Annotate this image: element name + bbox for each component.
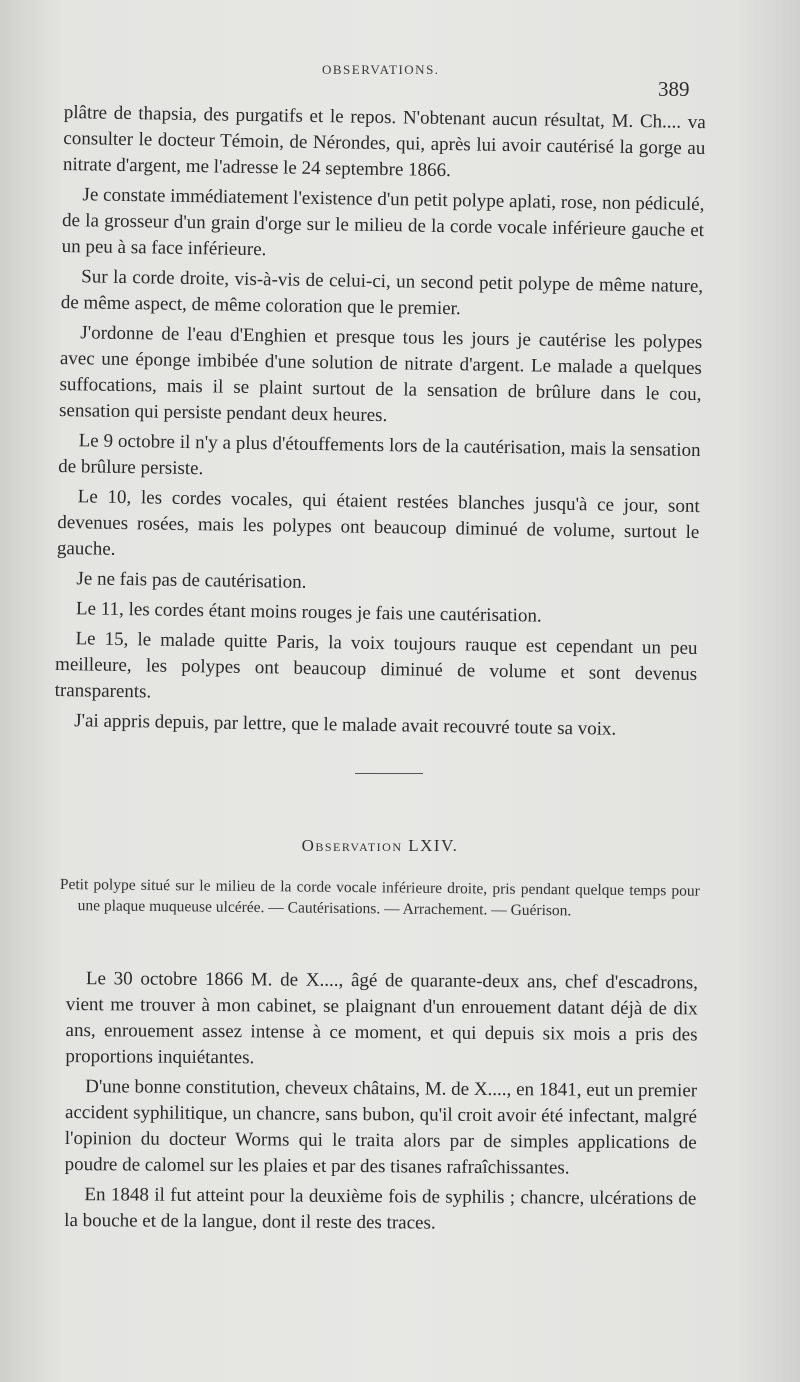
running-header: OBSERVATIONS. xyxy=(322,62,440,77)
paragraph: J'ordonne de l'eau d'Enghien et presque tous les jours je cautérise les polypes avec une éponge imbibée d'une solution de nitrate d'argent. Le malade a quelques suffocations, mais il se plaint surtout de la sensation de brûlure dans le cou, sensation qui persiste pendant deux heures. xyxy=(58,322,703,427)
paragraph: plâtre de thapsia, des purgatifs et le repos. N'obtenant aucun résultat, M. Ch.... va consulter le docteur Témoin, de Nérondes, qui, après lui avoir cautérisé la gorge au nitrate d'argent, me l'adresse le 24 septembre 1866. xyxy=(62,101,706,182)
body-text-bottom xyxy=(64,966,698,1242)
observation-summary xyxy=(60,874,700,923)
paragraph: Le 15, le malade quitte Paris, la voix toujours rauque est cependant un peu meilleure, les polypes ont beaucoup diminué de volume et sont devenus transparents. xyxy=(54,628,698,703)
observation-heading: Observation LXIV. xyxy=(301,836,459,855)
paragraph: D'une bonne constitution, cheveux châtains, M. de X...., en 1841, eut un premier accident syphilitique, un chancre, sans bubon, qu'il croit avoir été infectant, malgré l'opinion du docteur Worms qui le traita alors par de simples applications de poudre de calomel sur les plaies et par des tisanes rafraîchissantes. xyxy=(64,1076,698,1179)
paragraph: Je constate immédiatement l'existence d'un petit polype aplati, rose, non pédiculé, de la grosseur d'un grain d'orge sur le milieu de la corde vocale inférieure gauche et un peu à sa face inférieure. xyxy=(61,184,705,261)
summary-text: Petit polype situé sur le milieu de la corde vocale inférieure droite, pris pendant quelque temps pour une plaque muqueuse ulcérée. — Cautérisations. — Arrachement. — Guérison. xyxy=(59,875,700,920)
body-text-top xyxy=(54,100,706,748)
paragraph: En 1848 il fut atteint pour la deuxième fois de syphilis ; chancre, ulcérations de la bouche et de la langue, dont il reste des traces. xyxy=(64,1184,697,1234)
paragraph: Le 11, les cordes étant moins rouges je fais une cautérisation. xyxy=(75,598,542,627)
paragraph: Le 30 octobre 1866 M. de X...., âgé de quarante-deux ans, chef d'escadrons, vient me trouver à mon cabinet, se plaignant d'un enrouement datant déjà de dix ans, enrouement assez intense à ce moment, et qui depuis six mois a pris des proportions inquiétantes. xyxy=(65,968,698,1069)
paragraph: J'ai appris depuis, par lettre, que le malade avait recouvré toute sa voix. xyxy=(74,710,617,740)
paragraph: Le 10, les cordes vocales, qui étaient restées blanches jusqu'à ce jour, sont devenues rosées, mais les polypes ont beaucoup diminué de volume, surtout le gauche. xyxy=(56,486,700,560)
paragraph: Sur la corde droite, vis-à-vis de celui-ci, un second petit polype de même nature, de même aspect, de même coloration que le premier. xyxy=(60,266,704,320)
paragraph: Le 9 octobre il n'y a plus d'étouffements lors de la cautérisation, mais la sensation de brûlure persiste. xyxy=(58,430,701,480)
paragraph: Je ne fais pas de cautérisation. xyxy=(76,568,307,593)
page-number: 389 xyxy=(658,77,690,101)
section-divider xyxy=(355,773,423,774)
